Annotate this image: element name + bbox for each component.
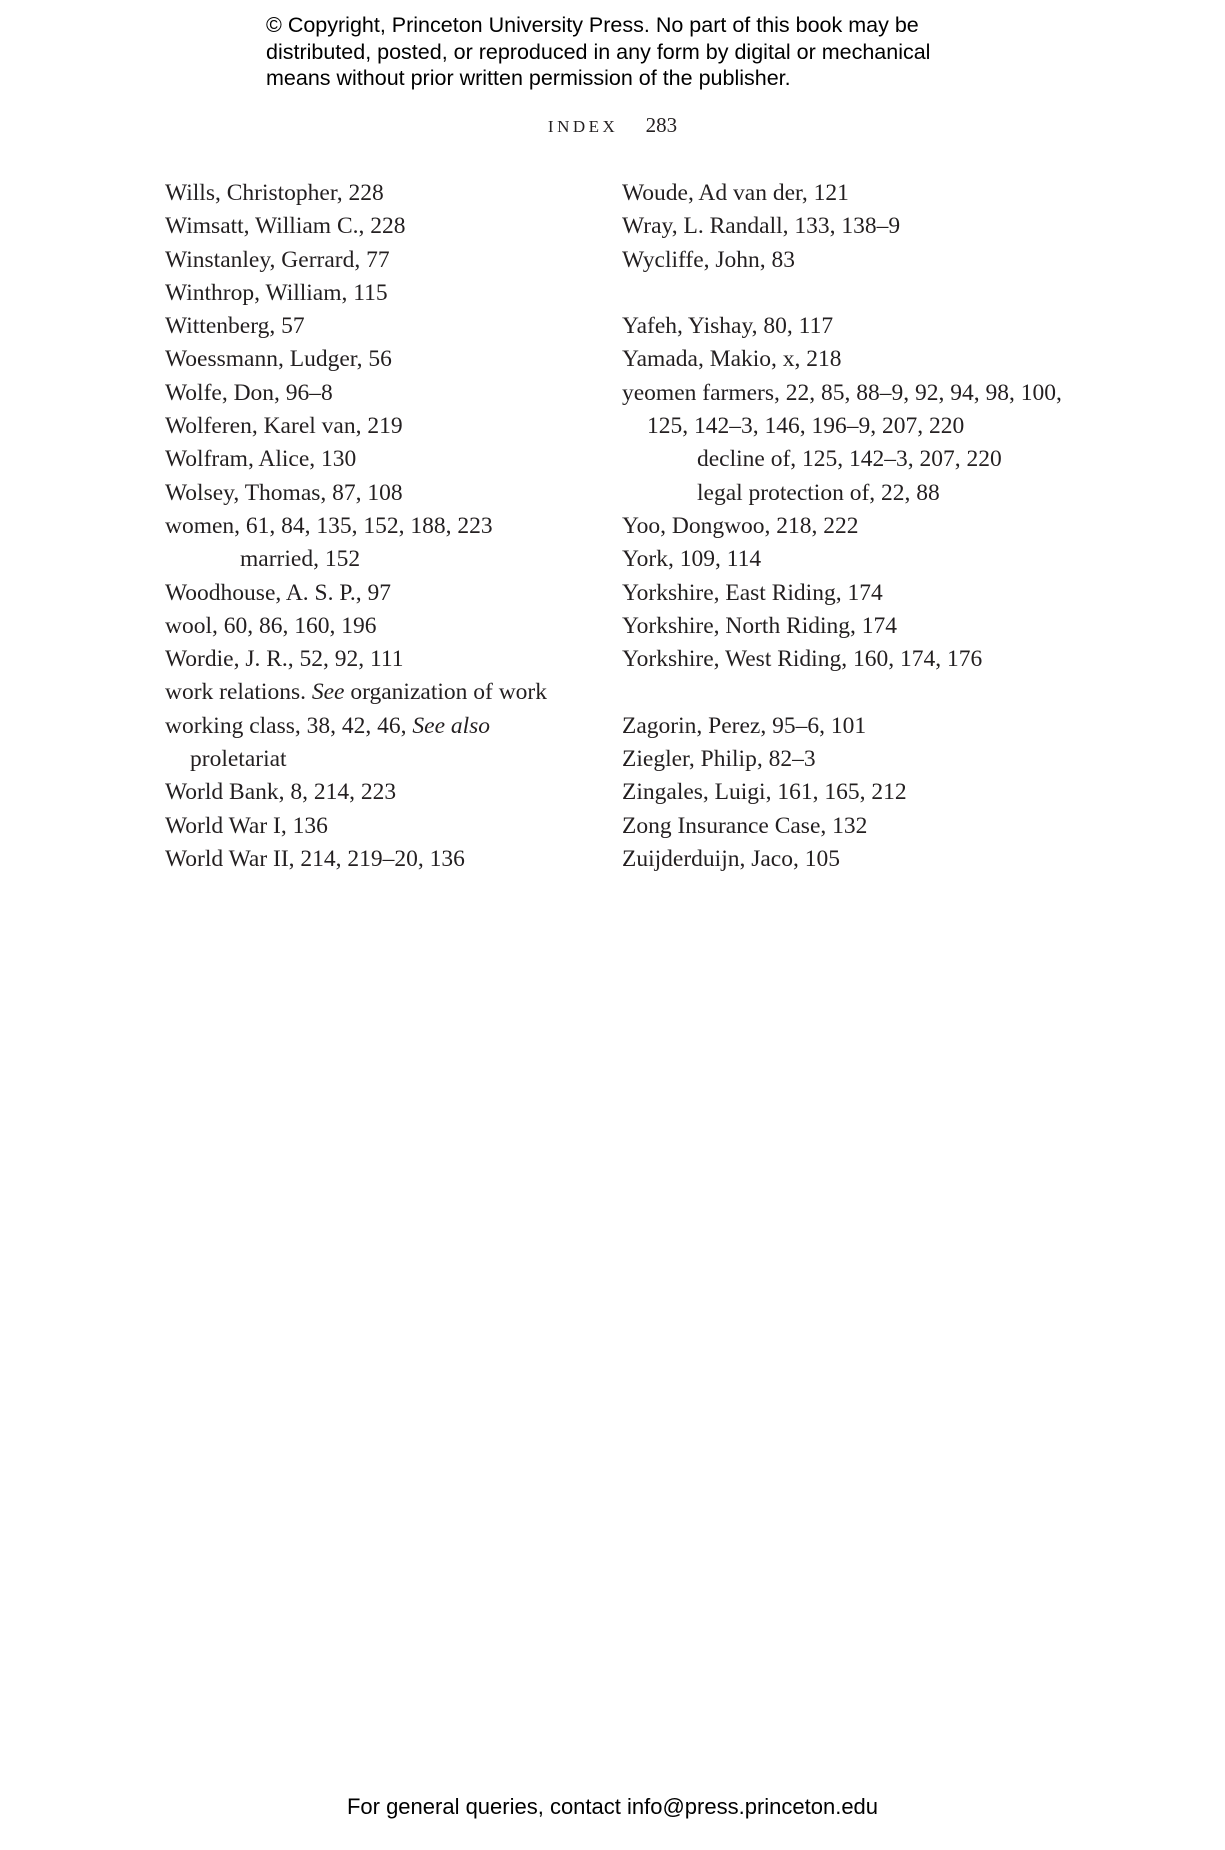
running-head xyxy=(0,113,1225,138)
index-entry: Yorkshire, West Riding, 160, 174, 176 xyxy=(622,646,983,673)
running-head-label: INDEX xyxy=(547,117,619,136)
index-entry: wool, 60, 86, 160, 196 xyxy=(165,612,377,639)
index-entry: Wittenberg, 57 xyxy=(165,313,305,340)
index-subentry: decline of, 125, 142–3, 207, 220 xyxy=(697,446,1002,473)
index-entry: yeomen farmers, 22, 85, 88–9, 92, 94, 98, 100, xyxy=(622,379,1062,406)
index-entry: Yamada, Makio, x, 218 xyxy=(622,346,842,373)
index-entry: Winstanley, Gerrard, 77 xyxy=(165,246,390,273)
copyright-line: distributed, posted, or reproduced in any form by digital or mechanical xyxy=(266,39,931,64)
index-entry: Wolfram, Alice, 130 xyxy=(165,446,357,473)
index-column-right xyxy=(622,177,1062,876)
index-entry: York, 109, 114 xyxy=(622,546,762,573)
entry-text: work relations. xyxy=(165,679,312,706)
index-column-left xyxy=(165,177,595,876)
index-entry: Zong Insurance Case, 132 xyxy=(622,812,868,839)
index-entry: Yorkshire, North Riding, 174 xyxy=(622,612,898,639)
index-subentry: legal protection of, 22, 88 xyxy=(697,479,940,506)
index-entry: Zingales, Luigi, 161, 165, 212 xyxy=(622,779,907,806)
index-entry: Woodhouse, A. S. P., 97 xyxy=(165,579,391,606)
index-entry: Woude, Ad van der, 121 xyxy=(622,180,849,206)
index-entry: Wills, Christopher, 228 xyxy=(165,180,384,206)
index-entry: Wray, L. Randall, 133, 138–9 xyxy=(622,213,901,240)
index-entry: Wolfe, Don, 96–8 xyxy=(165,379,333,406)
index-entry: Yorkshire, East Riding, 174 xyxy=(622,579,883,606)
copyright-line: © Copyright, Princeton University Press. No part of this book may be xyxy=(266,13,919,37)
letter-group-gap xyxy=(622,676,1062,709)
index-entry-turnover: proletariat xyxy=(190,746,287,773)
index-entry xyxy=(165,676,595,709)
see-reference: See xyxy=(311,679,345,706)
index-entry: Zagorin, Perez, 95–6, 101 xyxy=(622,712,867,739)
index-entry: Winthrop, William, 115 xyxy=(165,279,388,306)
index-entry xyxy=(165,710,595,743)
copyright-notice xyxy=(266,12,1026,92)
index-entry: Wolferen, Karel van, 219 xyxy=(165,413,403,440)
index-entry: World War II, 214, 219–20, 136 xyxy=(165,845,465,872)
page-number: 283 xyxy=(645,113,678,137)
index-entry: World Bank, 8, 214, 223 xyxy=(165,779,397,806)
index-entry: Zuijderduijn, Jaco, 105 xyxy=(622,845,840,872)
index-entry: women, 61, 84, 135, 152, 188, 223 xyxy=(165,512,493,539)
index-subentry: married, 152 xyxy=(240,546,361,573)
index-entry: Wimsatt, William C., 228 xyxy=(165,213,406,240)
index-entry: Ziegler, Philip, 82–3 xyxy=(622,746,816,773)
index-entry: World War I, 136 xyxy=(165,812,328,839)
index-entry: Woessmann, Ludger, 56 xyxy=(165,346,392,373)
letter-group-gap xyxy=(622,277,1062,310)
index-entry: Yoo, Dongwoo, 218, 222 xyxy=(622,512,859,539)
copyright-line: means without prior written permission of the publisher. xyxy=(266,66,791,90)
index-entry: Wolsey, Thomas, 87, 108 xyxy=(165,479,403,506)
index-entry-turnover: 125, 142–3, 146, 196–9, 207, 220 xyxy=(647,413,965,440)
index-entry: Wordie, J. R., 52, 92, 111 xyxy=(165,646,404,673)
entry-text: working class, 38, 42, 46, xyxy=(165,712,413,739)
entry-text: organization of work xyxy=(344,679,547,706)
see-also-reference: See also xyxy=(412,712,491,739)
index-entry: Yafeh, Yishay, 80, 117 xyxy=(622,313,834,340)
footer-contact: For general queries, contact info@press.princeton.edu xyxy=(346,1794,879,1819)
index-entry: Wycliffe, John, 83 xyxy=(622,246,796,273)
